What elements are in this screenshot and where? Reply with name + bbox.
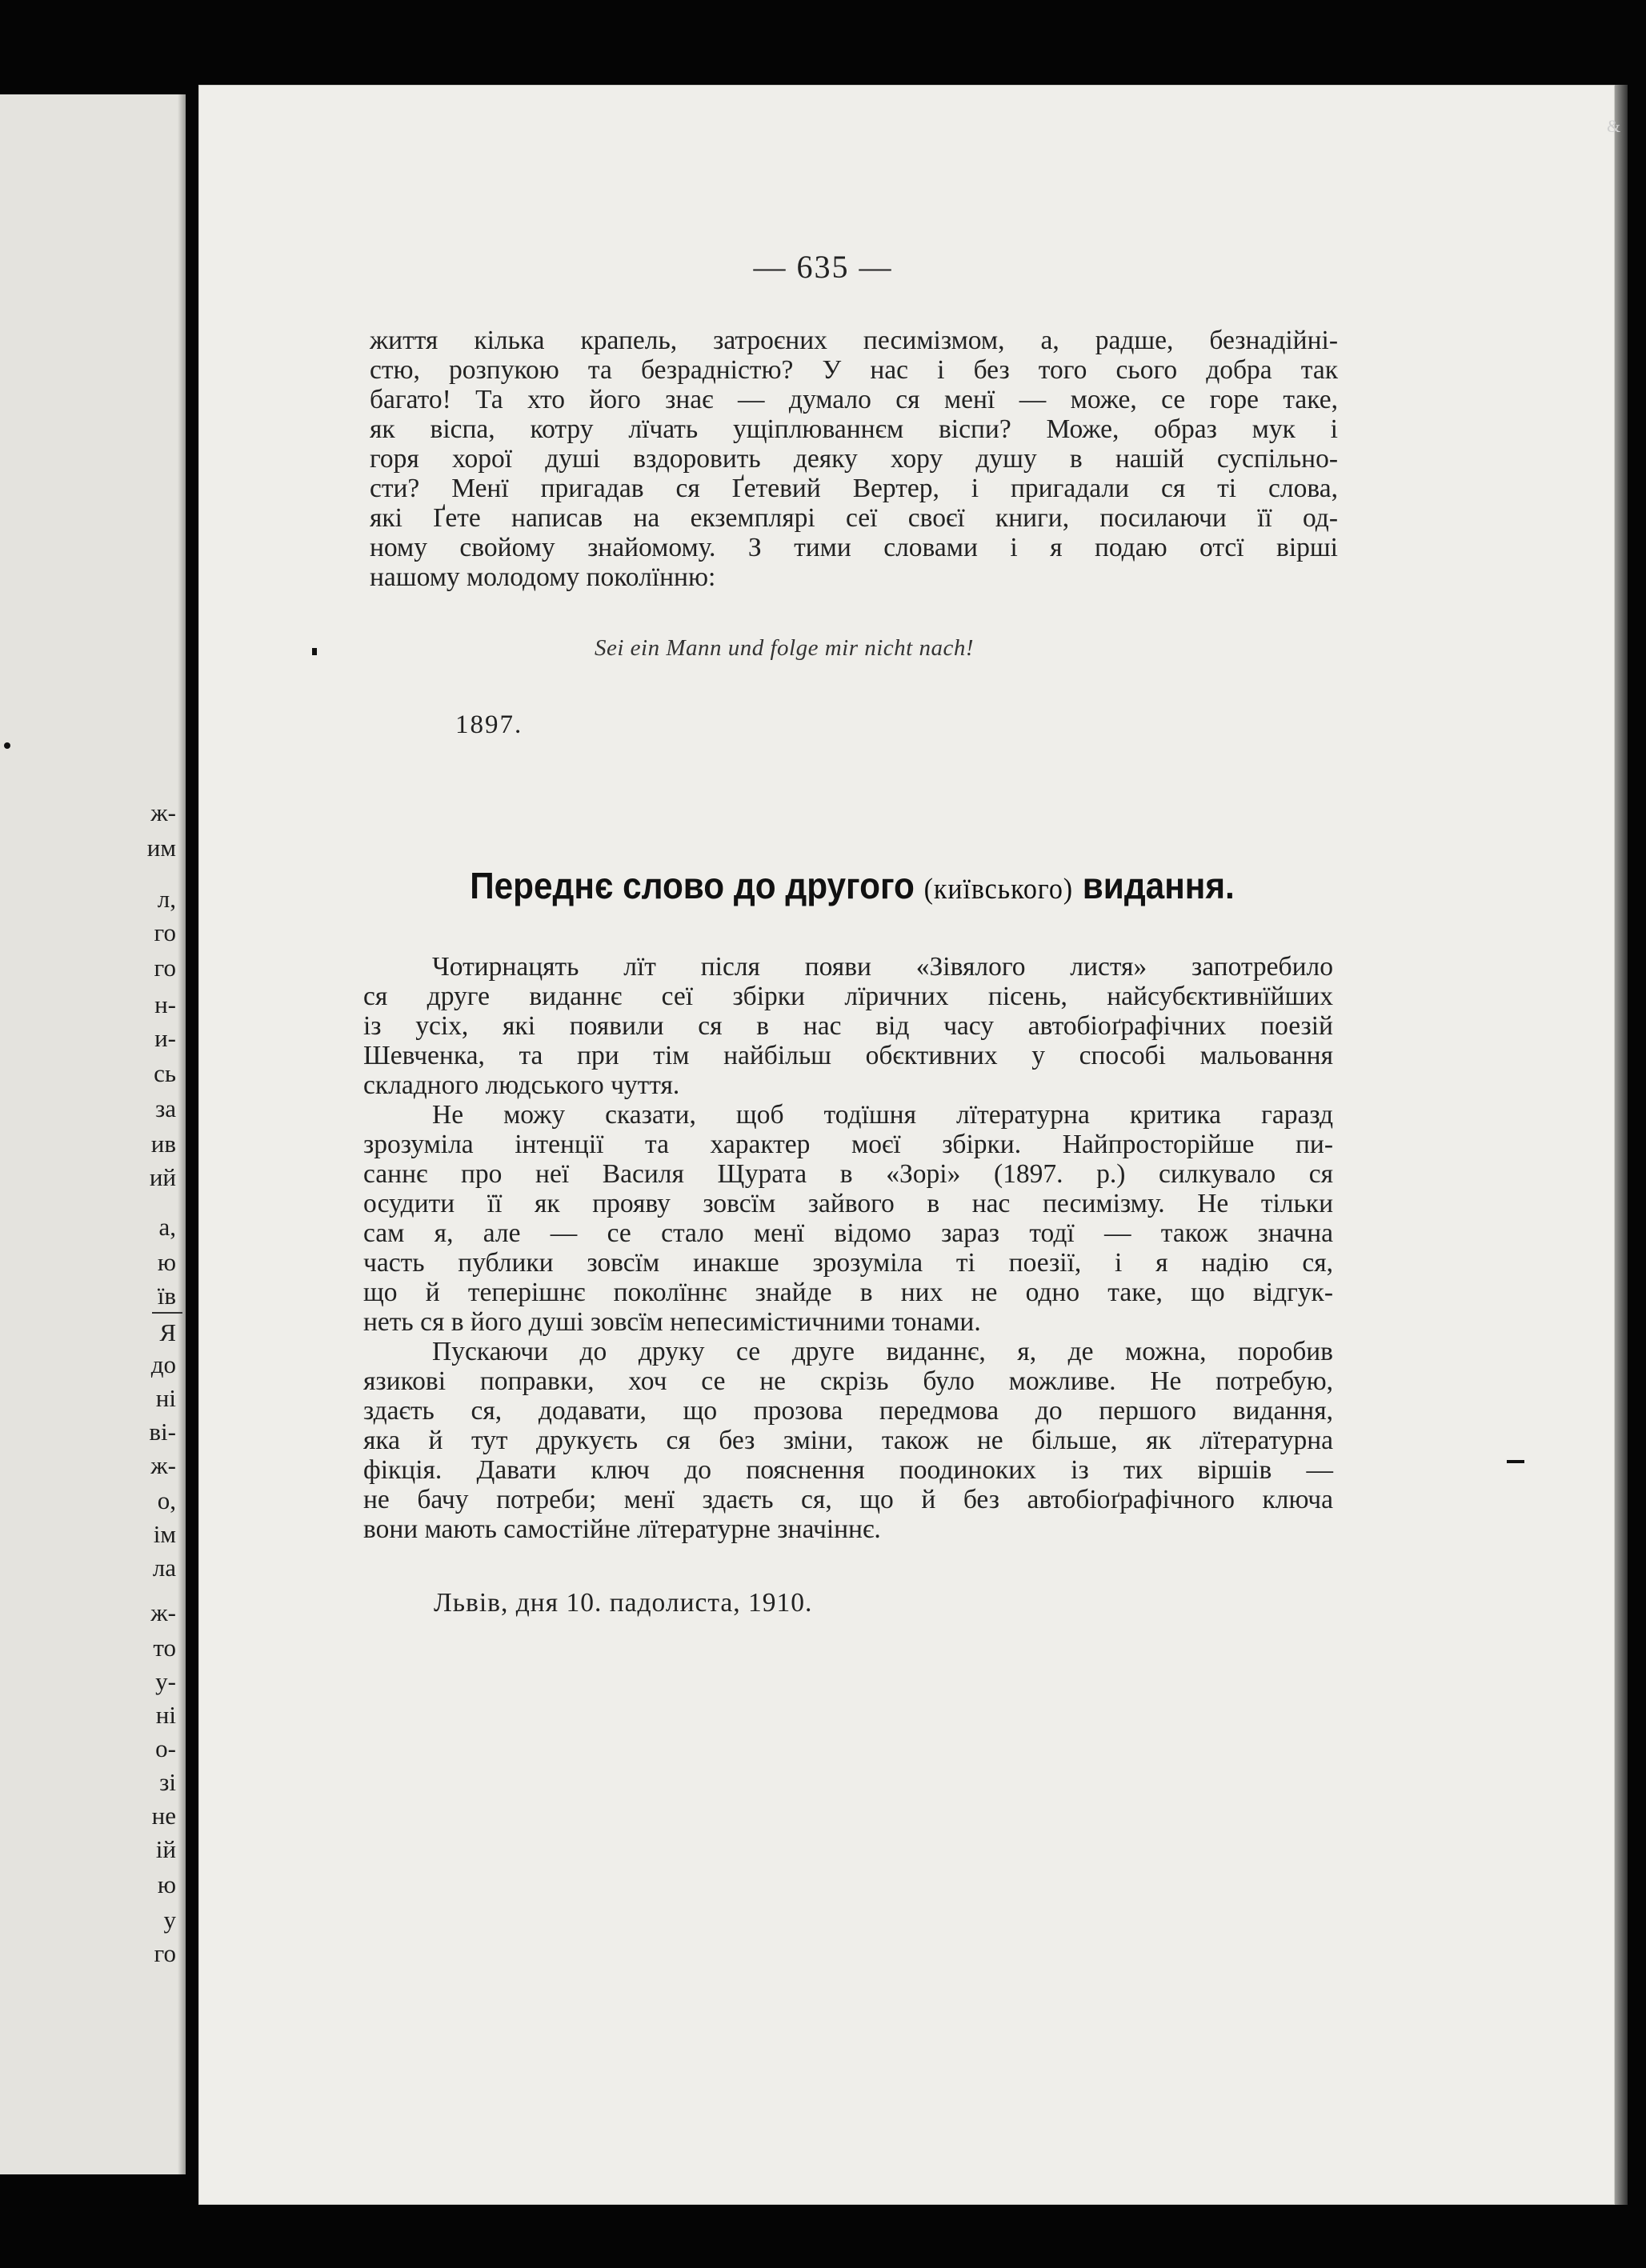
heading-parenthetical: (київського) <box>923 873 1074 906</box>
fragment-text: ім <box>153 1520 176 1548</box>
text-line: життя кілька крапель, затроєних песимізмом, а, радше, безнадійні- <box>370 326 1338 355</box>
text-line: здаєть ся, додавати, що прозова передмова до першого видання, <box>363 1396 1333 1426</box>
divider <box>152 1312 182 1314</box>
fragment-text: ив <box>150 1130 176 1158</box>
text-line: фікція. Давати ключ до пояснення поодиноких із тих віршів — <box>363 1455 1333 1485</box>
fragment-text: у <box>163 1906 176 1934</box>
fragment-text: н- <box>154 990 176 1018</box>
heading-end: видання. <box>1082 865 1235 906</box>
text-line: вони мають самостійне лїтературне значіннє. <box>363 1514 881 1544</box>
signature-line: Львів, дня 10. падолиста, 1910. <box>434 1588 813 1618</box>
paragraph <box>363 952 1333 1100</box>
fragment-text: ж- <box>150 798 176 826</box>
fragment-text: то <box>153 1634 176 1662</box>
text-line: осудити її як прояву зовсїм зайвого в нас песимізму. Не тільки <box>363 1189 1333 1218</box>
text-line: саннє про неї Василя Щурата в «Зорі» (1897. р.) силкувало ся <box>363 1159 1333 1189</box>
text-line: неть ся в його душі зовсїм непесимістичними тонами. <box>363 1307 981 1337</box>
fragment-text: ій <box>155 1835 176 1863</box>
fragment-text: го <box>154 918 176 946</box>
page-edge-shadow <box>1615 85 1628 2205</box>
fragment-text: л, <box>157 885 176 913</box>
text-line: багато! Та хто його знає — думало ся менї — може, се горе таке, <box>370 385 1338 414</box>
text-line: язикові поправки, хоч се не скрізь було можливе. Не потребую, <box>363 1366 1333 1396</box>
page-number: — 635 — <box>753 249 893 285</box>
fragment-text: го <box>154 1939 176 1967</box>
text-line: як віспа, котру лїчать ущіплюваннєм віспи? Може, образ мук і <box>370 414 1338 444</box>
motto: Sei ein Mann und folge mir nicht nach! <box>594 635 975 661</box>
heading-main: Переднє слово до другого <box>470 865 915 906</box>
scan-speck <box>1507 1460 1524 1463</box>
text-line: сти? Менї пригадав ся Ґетевий Вертер, і пригадали ся ті слова, <box>370 474 1338 503</box>
fragment-text: ні <box>155 1701 176 1729</box>
fragment-text: ю <box>157 1248 176 1276</box>
fragment-text: не <box>151 1802 176 1830</box>
paragraph <box>363 1337 1333 1544</box>
fragment-text: Я <box>159 1318 176 1346</box>
fragment-text: и- <box>154 1024 176 1052</box>
paragraph <box>363 1100 1333 1337</box>
fragment-text: ж- <box>150 1598 176 1626</box>
text-line: нашому молодому поколїнню: <box>370 562 716 592</box>
text-line: горя хорої душі вздоровить деяку хору душу в нашій суспільно- <box>370 444 1338 474</box>
fragment-text: ий <box>149 1163 176 1191</box>
fragment-text: їв <box>157 1282 176 1310</box>
section-heading <box>392 864 1312 907</box>
fragment-text: зі <box>159 1768 176 1796</box>
scan-speck <box>312 648 317 655</box>
fragment-text: ю <box>157 1870 176 1898</box>
text-line: Не можу сказати, щоб тодїшня лїтературна критика гаразд <box>432 1100 1333 1130</box>
scan-speck <box>4 742 10 749</box>
fragment-text: о- <box>155 1734 176 1762</box>
text-line: із усіх, які появили ся в нас від часу автобіоґрафічних поезій <box>363 1011 1333 1041</box>
text-line: зрозуміла інтенції та характер моєї збірки. Найпросторійше пи- <box>363 1130 1333 1159</box>
fragment-text: а, <box>158 1213 176 1241</box>
text-line: не бачу потреби; менї здаєть ся, що й без автобіоґрафічного ключа <box>363 1485 1333 1514</box>
text-line: сам я, але — се стало менї відомо зараз тодї — також значна <box>363 1218 1333 1248</box>
fragment-text: до <box>150 1350 176 1378</box>
preface-body <box>363 952 1333 1544</box>
fragment-text: го <box>154 954 176 982</box>
fragment-text: за <box>154 1094 176 1122</box>
text-line: Чотирнацять лїт після появи «Зівялого листя» запотребило <box>432 952 1333 982</box>
text-line: ся друге виданнє сеї збірки лїричних пісень, найсубєктивнїйших <box>363 982 1333 1011</box>
fragment-text: у- <box>155 1667 176 1695</box>
text-line: Шевченка, та при тім найбільш обєктивних у способі мальовання <box>363 1041 1333 1070</box>
text-line: яка й тут друкуєть ся без зміни, також не більше, як лїтературна <box>363 1426 1333 1455</box>
fragment-text: о, <box>157 1486 176 1514</box>
fragment-text: им <box>146 834 176 862</box>
text-line: складного людського чуття. <box>363 1070 680 1100</box>
text-line: Пускаючи до друку се друге виданнє, я, де можна, поробив <box>432 1337 1333 1366</box>
fragment-text: ла <box>152 1554 176 1582</box>
text-line: стю, розпукою та безрадністю? У нас і без того сього добра так <box>370 355 1338 385</box>
page-gutter-edge <box>178 94 186 2174</box>
text-line: які Ґете написав на екземплярі сеї своєї книги, посилаючи її од- <box>370 503 1338 533</box>
fragment-text: ні <box>155 1384 176 1412</box>
fragment-text: сь <box>154 1059 176 1087</box>
text-line: що й теперішнє поколїннє знайде в них не одно таке, що відгук- <box>363 1278 1333 1307</box>
intro-text-block <box>370 326 1338 592</box>
text-line: ному свойому знайомому. З тими словами і я подаю отсї вірші <box>370 533 1338 562</box>
scan-mark: & <box>1607 116 1621 136</box>
fragment-text: ж- <box>150 1451 176 1479</box>
year: 1897. <box>455 710 523 739</box>
text-line: часть публики зовсїм инакше зрозуміла ті поезії, і я надію ся, <box>363 1248 1333 1278</box>
fragment-text: ві- <box>149 1418 176 1446</box>
